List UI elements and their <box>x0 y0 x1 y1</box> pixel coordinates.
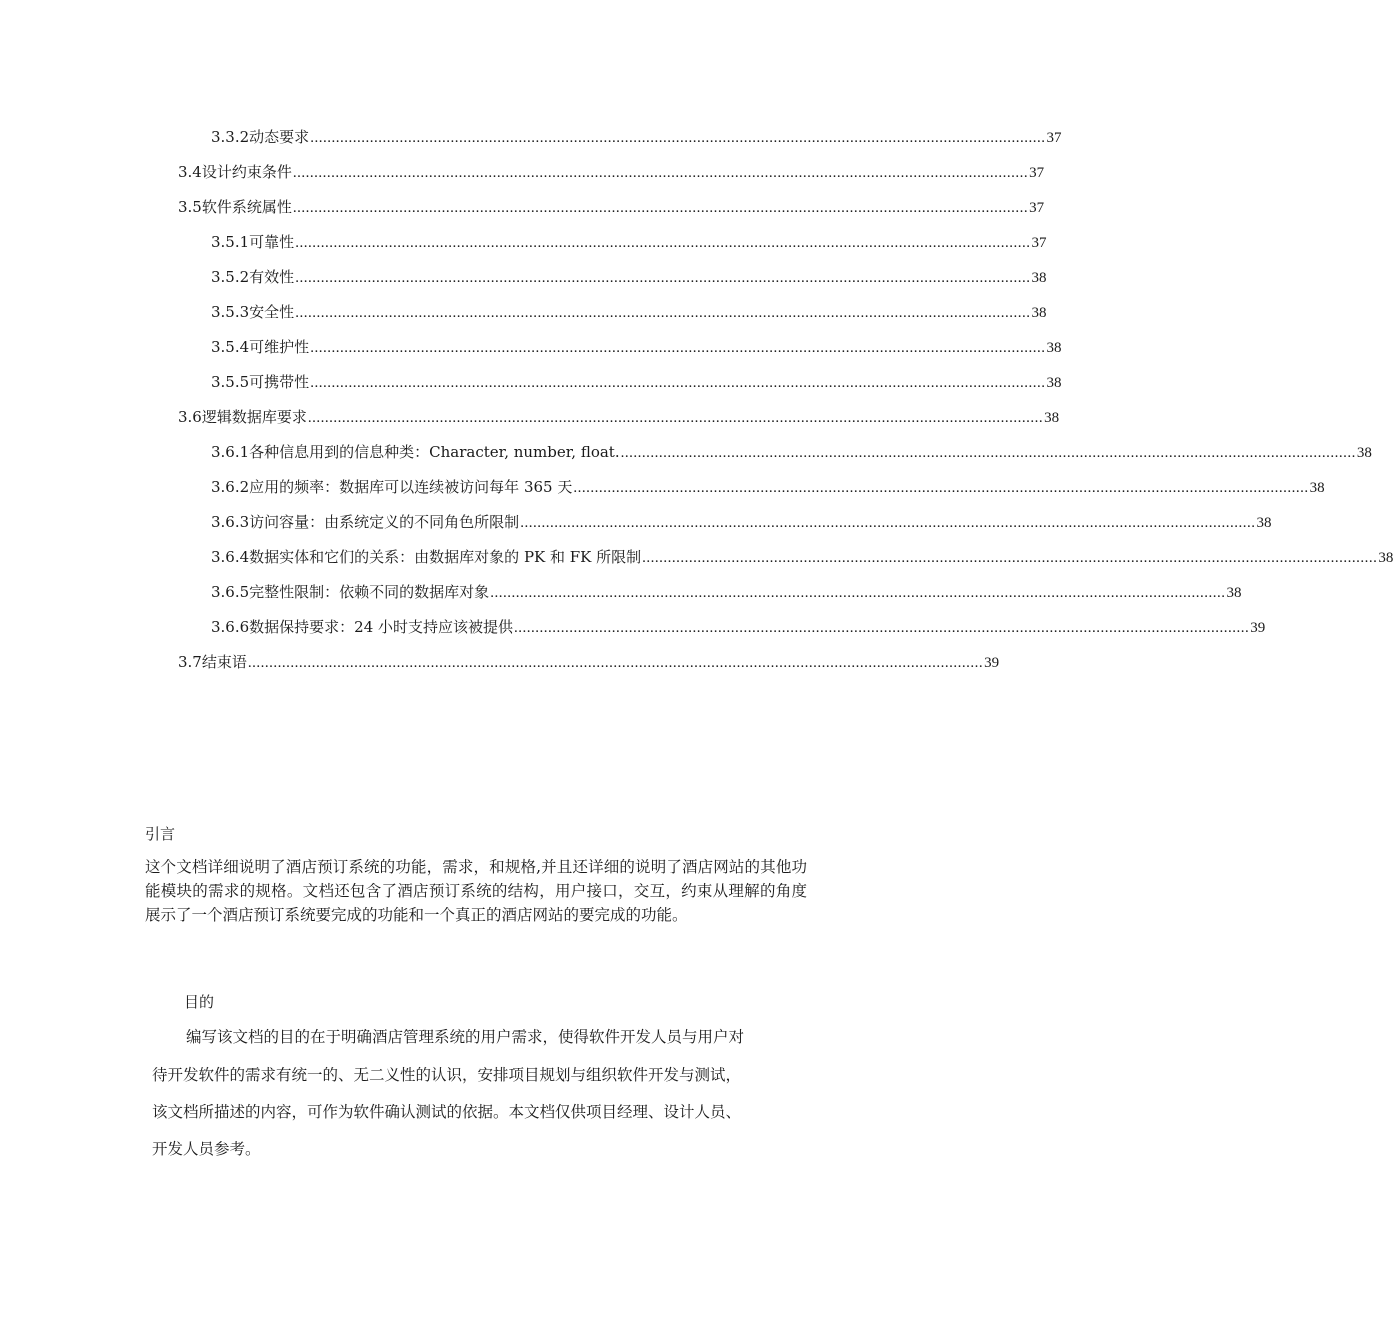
purpose-line: 待开发软件的需求有统一的、无二义性的认识，安排项目规划与组织软件开发与测试， <box>152 1066 742 1084</box>
toc-title: 完整性限制：依赖不同的数据库对象 <box>249 583 490 601</box>
toc-page: 38 <box>1031 270 1047 286</box>
toc-number: 3.6.5 <box>211 583 250 601</box>
toc-leader: ............................................................................................................................................................................. <box>307 410 1044 426</box>
toc-title: 访问容量：由系统定义的不同角色所限制 <box>249 513 520 531</box>
toc-entry-3-5-3[interactable] <box>211 300 1047 324</box>
purpose-line: 开发人员参考。 <box>152 1140 261 1158</box>
toc-title: 结束语 <box>201 653 247 671</box>
toc-entry-3-5[interactable] <box>178 195 1045 219</box>
toc-number: 3.5.4 <box>211 338 250 356</box>
intro-heading: 引言 <box>145 825 176 843</box>
toc-page: 39 <box>984 655 1000 671</box>
toc-page: 38 <box>1031 305 1047 321</box>
toc-title: 各种信息用到的信息种类：Character, number, float. <box>249 443 620 461</box>
toc-entry-3-6-5[interactable] <box>211 580 1242 604</box>
toc-title: 有效性 <box>249 268 295 286</box>
toc-number: 3.6.4 <box>211 548 250 566</box>
toc-entry-3-6-2[interactable] <box>211 475 1325 499</box>
toc-title: 动态要求 <box>249 128 310 146</box>
toc-page: 37 <box>1029 165 1045 181</box>
toc-title: 可维护性 <box>249 338 310 356</box>
toc-leader: ............................................................................................................................................................................. <box>310 130 1046 146</box>
toc-leader: ............................................................................................................................................................................. <box>295 270 1031 286</box>
toc-leader: ............................................................................................................................................................................. <box>573 480 1309 496</box>
purpose-heading: 目的 <box>184 993 215 1011</box>
toc-page: 38 <box>1356 445 1372 461</box>
toc-leader: ............................................................................................................................................................................. <box>292 165 1029 181</box>
toc-entry-3-6-1[interactable] <box>211 440 1372 464</box>
toc-number: 3.6.3 <box>211 513 250 531</box>
toc-page: 38 <box>1046 340 1062 356</box>
toc-leader: ............................................................................................................................................................................. <box>310 375 1046 391</box>
toc-leader: ............................................................................................................................................................................. <box>520 515 1256 531</box>
toc-page: 38 <box>1309 480 1325 496</box>
toc-leader: ............................................................................................................................................................................. <box>292 200 1029 216</box>
toc-entry-3-5-2[interactable] <box>211 265 1047 289</box>
toc-page: 39 <box>1250 620 1266 636</box>
toc-number: 3.3.2 <box>211 128 250 146</box>
toc-leader: ............................................................................................................................................................................. <box>295 235 1031 251</box>
toc-title: 软件系统属性 <box>201 198 292 216</box>
toc-page: 38 <box>1226 585 1242 601</box>
toc-entry-3-6[interactable] <box>178 405 1060 429</box>
toc-number: 3.6.2 <box>211 478 250 496</box>
toc-number: 3.7 <box>178 653 202 671</box>
toc-page: 37 <box>1029 200 1045 216</box>
toc-leader: ............................................................................................................................................................................. <box>514 620 1250 636</box>
toc-entry-3-5-5[interactable] <box>211 370 1062 394</box>
toc-entry-3-5-4[interactable] <box>211 335 1062 359</box>
toc-title: 数据实体和它们的关系：由数据库对象的 PK 和 FK 所限制 <box>249 548 642 566</box>
toc-leader: ............................................................................................................................................................................. <box>310 340 1046 356</box>
toc-entry-3-7[interactable] <box>178 650 1000 674</box>
toc-number: 3.5 <box>178 198 202 216</box>
intro-paragraph: 这个文档详细说明了酒店预订系统的功能，需求，和规格,并且还详细的说明了酒店网站的其他功能模块的需求的规格。文档还包含了酒店预订系统的结构，用户接口，交互，约束从理解的角度展示了一个酒店预订系统要完成的功能和一个真正的酒店网站的要完成的功能。 <box>145 858 807 924</box>
toc-number: 3.5.2 <box>211 268 250 286</box>
toc-page: 38 <box>1046 375 1062 391</box>
toc-leader: ............................................................................................................................................................................. <box>642 550 1378 566</box>
toc-title: 数据保持要求：24 小时支持应该被提供 <box>249 618 514 636</box>
purpose-line: 该文档所描述的内容，可作为软件确认测试的依据。本文档仅供项目经理、设计人员、 <box>152 1103 742 1121</box>
toc-entry-3-3-2[interactable] <box>211 125 1062 149</box>
toc-title: 逻辑数据库要求 <box>201 408 307 426</box>
toc-number: 3.6.6 <box>211 618 250 636</box>
toc-entry-3-6-4[interactable] <box>211 545 1393 569</box>
toc-page: 37 <box>1031 235 1047 251</box>
toc-page: 37 <box>1046 130 1062 146</box>
toc-leader: ............................................................................................................................................................................. <box>247 655 984 671</box>
toc-page: 38 <box>1044 410 1060 426</box>
toc-title: 可携带性 <box>249 373 310 391</box>
toc-title: 设计约束条件 <box>201 163 292 181</box>
toc-leader: ............................................................................................................................................................................. <box>490 585 1226 601</box>
toc-entry-3-5-1[interactable] <box>211 230 1047 254</box>
toc-number: 3.5.3 <box>211 303 250 321</box>
toc-leader: ............................................................................................................................................................................. <box>295 305 1031 321</box>
toc-title: 应用的频率：数据库可以连续被访问每年 365 天 <box>249 478 573 496</box>
toc-page: 38 <box>1256 515 1272 531</box>
toc-number: 3.6 <box>178 408 202 426</box>
toc-number: 3.5.1 <box>211 233 250 251</box>
toc-title: 可靠性 <box>249 233 295 251</box>
toc-number: 3.5.5 <box>211 373 250 391</box>
toc-entry-3-6-6[interactable] <box>211 615 1266 639</box>
toc-page: 38 <box>1378 550 1393 566</box>
toc-entry-3-6-3[interactable] <box>211 510 1272 534</box>
toc-leader: ............................................................................................................................................................................. <box>620 445 1356 461</box>
toc-title: 安全性 <box>249 303 295 321</box>
purpose-line: 编写该文档的目的在于明确酒店管理系统的用户需求，使得软件开发人员与用户对 <box>186 1028 745 1046</box>
toc-entry-3-4[interactable] <box>178 160 1045 184</box>
toc-number: 3.6.1 <box>211 443 250 461</box>
toc-number: 3.4 <box>178 163 202 181</box>
